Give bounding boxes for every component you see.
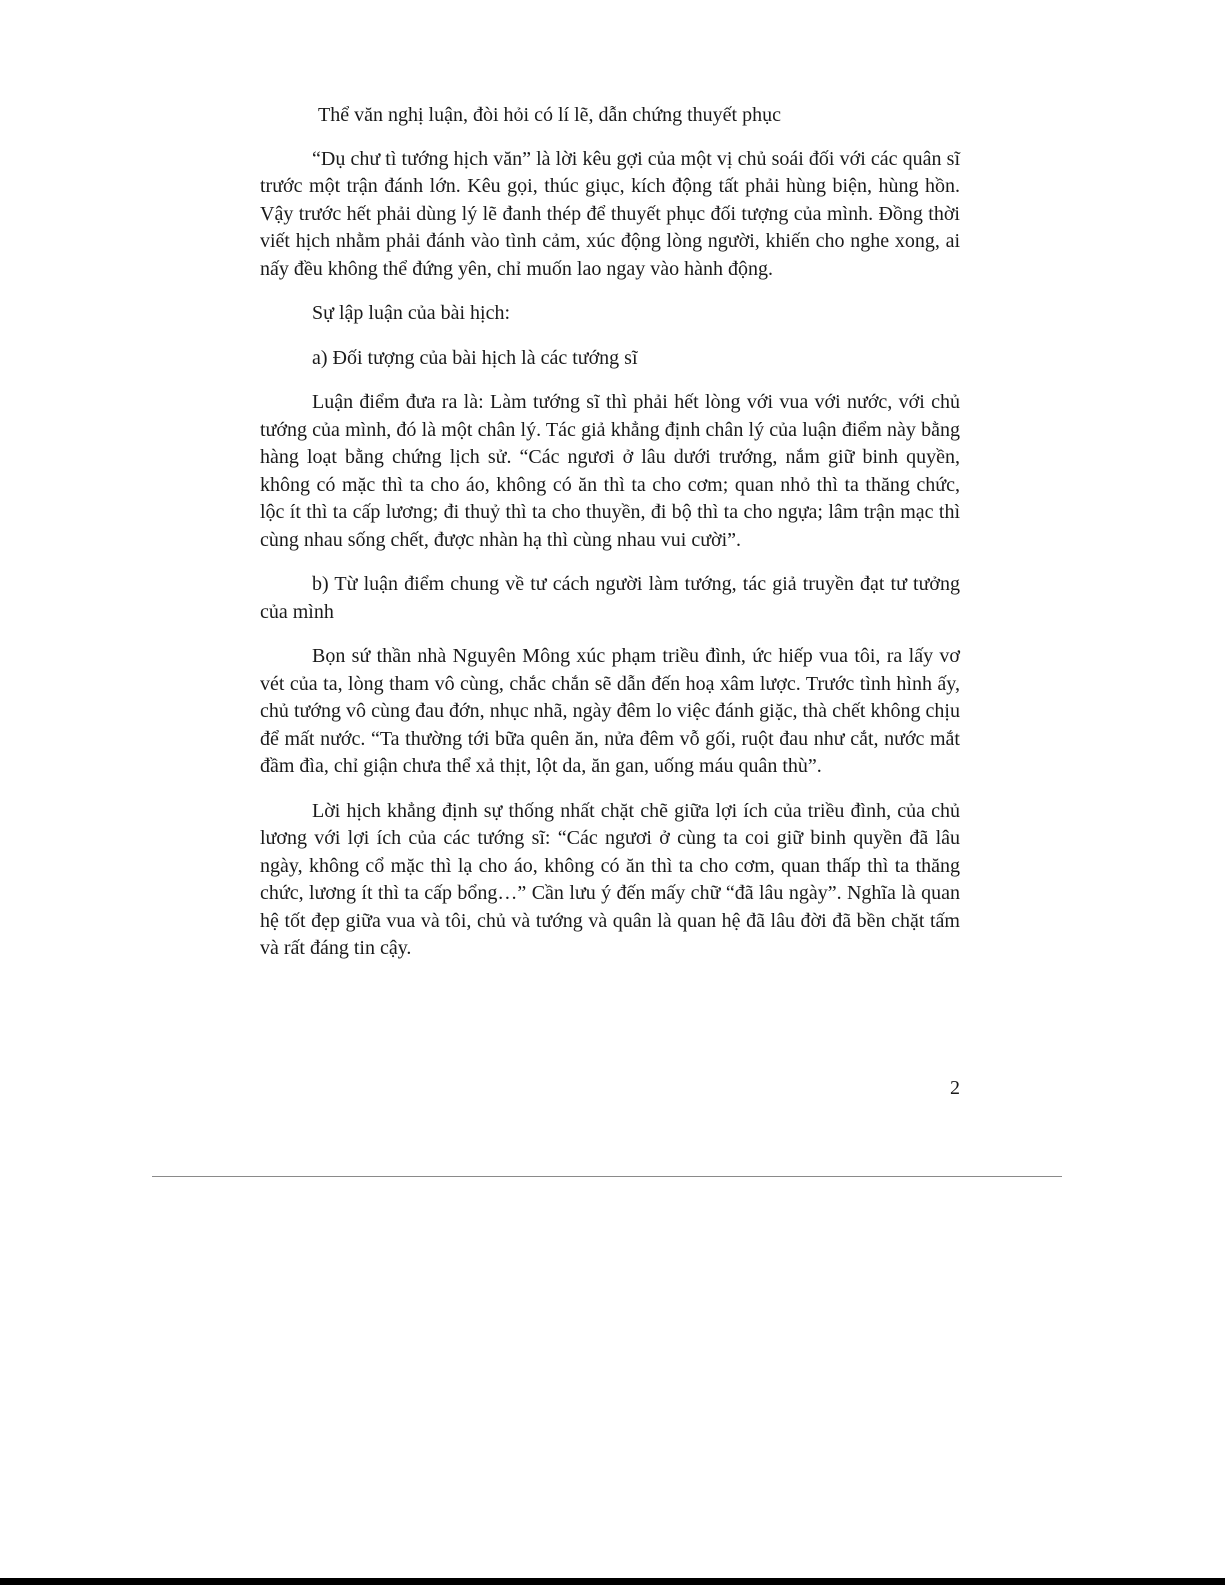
bottom-edge-bar	[0, 1578, 1225, 1585]
paragraph-intro: “Dụ chư tì tướng hịch văn” là lời kêu gợi của một vị chủ soái đối với các quân sĩ trước một trận đánh lớn. Kêu gọi, thúc giục, kích động tất phải hùng biện, hùng hồn. Vậy trước hết phải dùng lý lẽ đanh thép để thuyết phục đối tượng của mình. Đồng thời viết hịch nhằm phải đánh vào tình cảm, xúc động lòng người, khiến cho nghe xong, ai nấy đều không thể đứng yên, chỉ muốn lao ngay vào hành động.	[260, 147, 960, 280]
paragraph-unity: Lời hịch khẳng định sự thống nhất chặt chẽ giữa lợi ích của triều đình, của chủ lương với lợi ích của các tướng sĩ: “Các ngươi ở cùng ta coi giữ binh quyền đã lâu ngày, không cổ mặc thì lạ cho áo, không có ăn thì ta cho cơm, quan thấp thì ta thăng chức, lương ít thì ta cấp bổng…” Cần lưu ý đến mấy chữ “đã lâu ngày”. Nghĩa là quan hệ tốt đẹp giữa vua và tôi, chủ và tướng và quân là quan hệ đã lâu đời đã bền chặt tấm và rất đáng tin cậy.	[260, 799, 960, 959]
page-number: 2	[950, 1077, 960, 1099]
section-heading: Thể văn nghị luận, đòi hỏi có lí lẽ, dẫn chứng thuyết phục	[318, 104, 781, 126]
paragraph-point-a: a) Đối tượng của bài hịch là các tướng sĩ	[312, 346, 638, 369]
paragraph-thesis: Luận điểm đưa ra là: Làm tướng sĩ thì phải hết lòng với vua với nước, với chủ tướng của mình, đó là một chân lý. Tác giả khẳng định chân lý của luận điểm này bằng hàng loạt bằng chứng lịch sử. “Các ngươi ở lâu dưới trướng, nắm giữ binh quyền, không có mặc thì ta cho áo, không có ăn thì ta cho cơm; quan nhỏ thì ta thăng chức, lộc ít thì ta cấp lương; đi thuỷ thì ta cho thuyền, đi bộ thì ta cho ngựa; lâm trận mạc thì cùng nhau sống chết, được nhàn hạ thì cùng nhau vui cười”.	[260, 391, 960, 551]
paragraph-envoys: Bọn sứ thần nhà Nguyên Mông xúc phạm triều đình, ức hiếp vua tôi, ra lấy vơ vét của ta, lòng tham vô cùng, chắc chắn sẽ dẫn đến hoạ xâm lược. Trước tình hình ấy, chủ tướng vô cùng đau đớn, nhục nhã, ngày đêm lo việc đánh giặc, thà chết không chịu để mất nước. “Ta thường tới bữa quên ăn, nửa đêm vỗ gối, ruột đau như cắt, nước mắt đầm đìa, chỉ giận chưa thể xả thịt, lột da, ăn gan, uống máu quân thù”.	[260, 645, 960, 777]
page-divider	[152, 1176, 1062, 1177]
paragraph-argument-title: Sự lập luận của bài hịch:	[312, 302, 511, 324]
paragraph-point-b: b) Từ luận điểm chung về tư cách người làm tướng, tác giả truyền đạt tư tưởng của mình	[260, 573, 960, 623]
document-body	[260, 102, 960, 980]
